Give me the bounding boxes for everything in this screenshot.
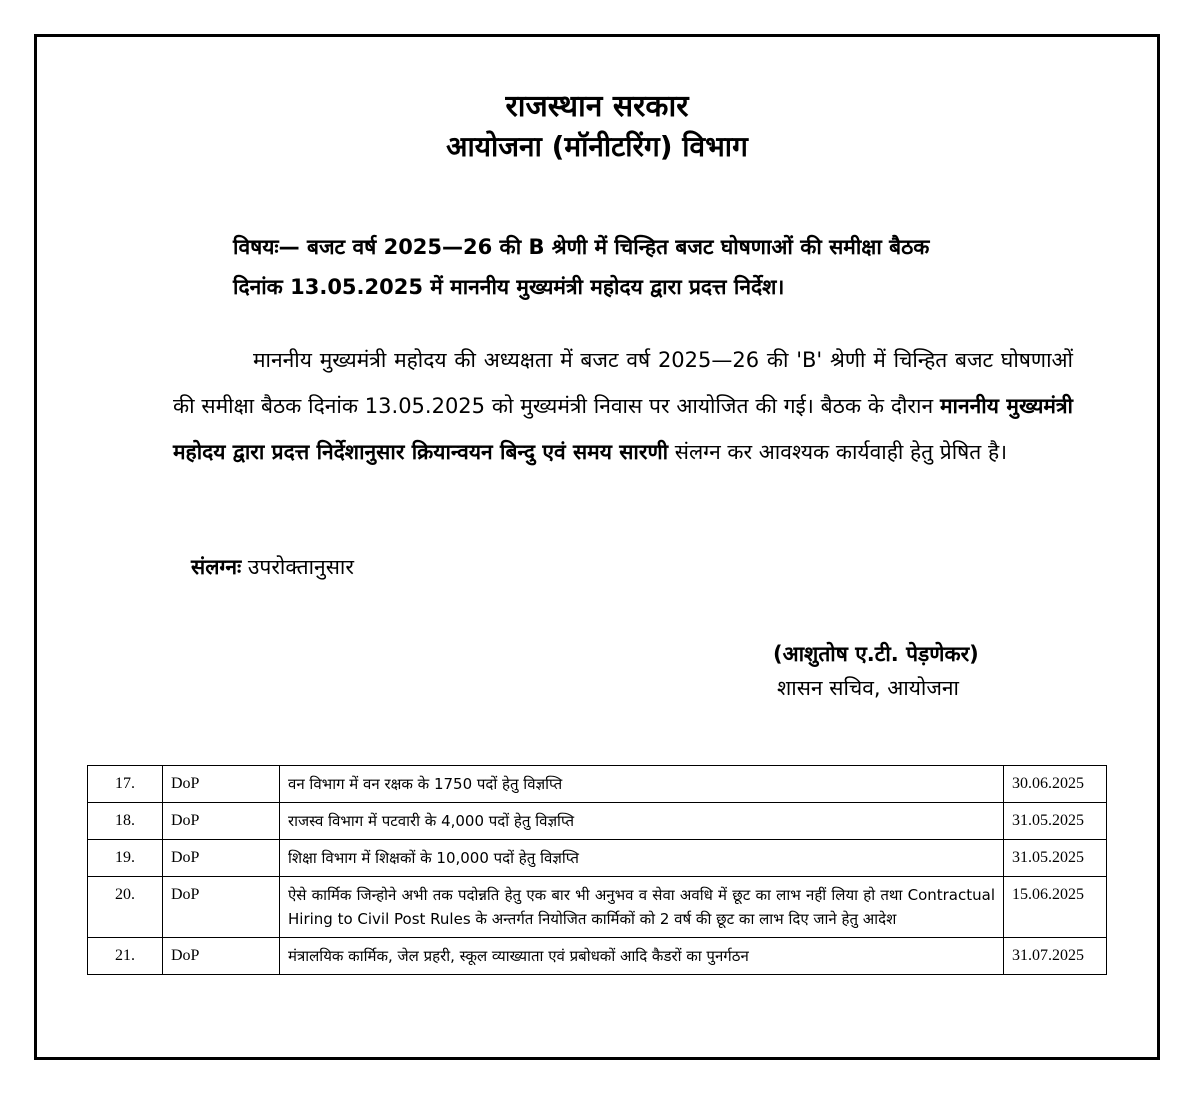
body-text-bold: माननीय मुख्यमंत्री महोदय द्वारा प्रदत्त निर्देशानुसार क्रियान्वयन बिन्दु एवं समय सारणी <box>173 394 1073 464</box>
body-text-part1: माननीय मुख्यमंत्री महोदय की अध्यक्षता में बजट वर्ष 2025—26 की 'B' श्रेणी में चिन्हित बजट घोषणाओं की समीक्षा बैठक दिनांक 13.05.2025 को मुख्यमंत्री निवास पर आयोजित की गई। बैठक के दौरान <box>173 348 1073 418</box>
signature-block <box>773 637 979 705</box>
row-action: राजस्व विभाग में पटवारी के 4,000 पदों हेतु विज्ञप्ति <box>280 803 1004 840</box>
signatory-name: (आशुतोष ए.टी. पेड़णेकर) <box>773 642 979 666</box>
enclosure-line <box>191 547 354 587</box>
table-row <box>88 938 1107 975</box>
document-page <box>34 34 1160 1060</box>
table-row <box>88 766 1107 803</box>
row-number: 19. <box>88 840 163 877</box>
row-department: DoP <box>163 877 280 938</box>
row-department: DoP <box>163 803 280 840</box>
row-action: शिक्षा विभाग में शिक्षकों के 10,000 पदों हेतु विज्ञप्ति <box>280 840 1004 877</box>
implementation-table <box>87 765 1107 975</box>
body-text-part2: संलग्न कर आवश्यक कार्यवाही हेतु प्रेषित है। <box>668 440 1008 464</box>
letterhead <box>37 87 1157 167</box>
row-number: 21. <box>88 938 163 975</box>
row-number: 17. <box>88 766 163 803</box>
subject-line-2: दिनांक 13.05.2025 में माननीय मुख्यमंत्री महोदय द्वारा प्रदत्त निर्देश। <box>233 275 785 299</box>
row-action: वन विभाग में वन रक्षक के 1750 पदों हेतु विज्ञप्ति <box>280 766 1004 803</box>
subject-block <box>233 227 1073 307</box>
row-department: DoP <box>163 766 280 803</box>
department-title: आयोजना (मॉनीटरिंग) विभाग <box>446 130 748 163</box>
row-deadline: 31.07.2025 <box>1004 938 1107 975</box>
row-deadline: 15.06.2025 <box>1004 877 1107 938</box>
row-deadline: 31.05.2025 <box>1004 803 1107 840</box>
table-row <box>88 840 1107 877</box>
row-action: ऐसे कार्मिक जिन्होने अभी तक पदोन्नति हेतु एक बार भी अनुभव व सेवा अवधि में छूट का लाभ नहीं लिया हो तथा Contractual Hiring to Civil Post Rules के अन्तर्गत नियोजित कार्मिकों को 2 वर्ष की छूट का लाभ दिए जाने हेतु आदेश <box>280 877 1004 938</box>
row-department: DoP <box>163 938 280 975</box>
table-row <box>88 803 1107 840</box>
row-number: 20. <box>88 877 163 938</box>
row-action: मंत्रालयिक कार्मिक, जेल प्रहरी, स्कूल व्याख्याता एवं प्रबोधकों आदि कैडरों का पुनर्गठन <box>280 938 1004 975</box>
enclosure-label: संलग्नः <box>191 555 242 579</box>
row-deadline: 30.06.2025 <box>1004 766 1107 803</box>
body-paragraph <box>173 337 1073 475</box>
table-row <box>88 877 1107 938</box>
subject-line-1: विषयः— बजट वर्ष 2025—26 की B श्रेणी में चिन्हित बजट घोषणाओं की समीक्षा बैठक <box>233 235 930 259</box>
government-title: राजस्थान सरकार <box>505 89 689 124</box>
row-number: 18. <box>88 803 163 840</box>
row-department: DoP <box>163 840 280 877</box>
signatory-designation: शासन सचिव, आयोजना <box>777 676 959 700</box>
enclosure-value: उपरोक्तानुसार <box>241 555 354 579</box>
row-deadline: 31.05.2025 <box>1004 840 1107 877</box>
